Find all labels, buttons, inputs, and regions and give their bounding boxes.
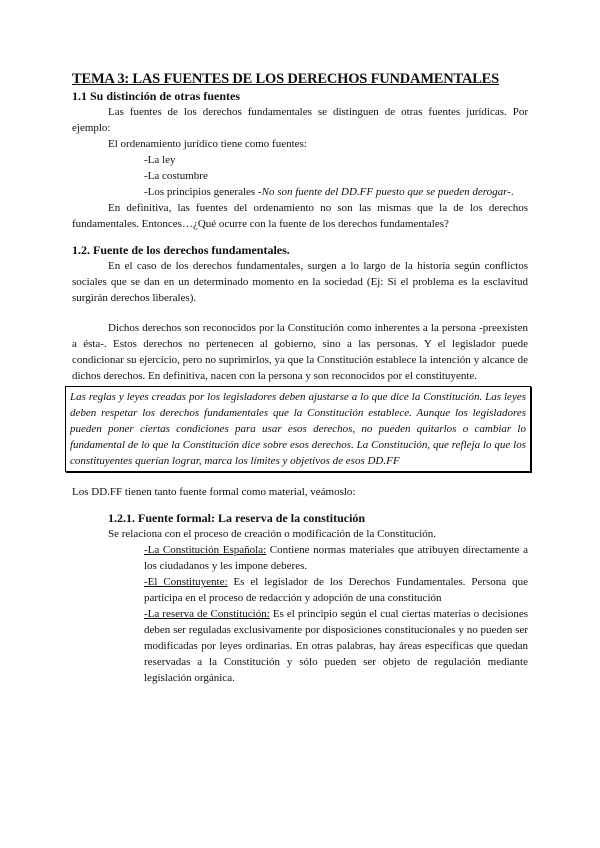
document-title: TEMA 3: LAS FUENTES DE LOS DERECHOS FUNDAMENTALES: [72, 71, 500, 87]
list-item-ley: -La ley: [144, 154, 176, 166]
section-heading-1-1: 1.1 Su distinción de otras fuentes: [72, 89, 241, 103]
list-item-principios-end: .: [510, 186, 514, 198]
paragraph-origen: En el caso de los derechos fundamentales, surgen a lo largo de la historia según conflictos sociales que se dan en un determinado momento en la sociedad (Ej: Si el problema es la esclavitud surgirán derechos liberales).: [72, 260, 528, 304]
list-item-principios-note: No son fuente del DD.FF puesto que se pueden derogar-: [261, 186, 511, 198]
paragraph-ordenamiento: El ordenamiento jurídico tiene como fuentes:: [108, 138, 307, 150]
definition-item: [144, 542, 528, 574]
document-content: [72, 70, 528, 686]
list-item-costumbre: -La costumbre: [144, 170, 208, 182]
definition-term: -La reserva de Constitución:: [144, 608, 270, 620]
definition-text: Es el principio según el cual ciertas materias o decisiones deben ser reguladas exclusivamente por disposiciones constitucionales y no pueden ser modificadas por leyes ordinarias. En otras palabras, hay áreas específicas que quedan reservadas a la Constitución y sólo pueden ser objeto de regulación mediante legislación orgánica.: [144, 608, 529, 684]
paragraph-reconocimiento: Dichos derechos son reconocidos por la Constitución como inherentes a la persona -preexisten a ésta-. Estos derechos no pertenecen al gobierno, sino a las personas. Y el legislador puede condicionar su ejercicio, pero no suprimirlos, ya que la Constitución establece la intención y alcance de dichos derechos. En definitiva, nacen con la persona y son reconocidos por el constituyente.: [72, 322, 528, 382]
list-item-principios: [72, 184, 528, 200]
definition-text: Contiene normas materiales que atribuyen directamente a los ciudadanos y les impone deberes.: [144, 544, 528, 572]
paragraph-conclusion: En definitiva, las fuentes del ordenamiento no son las mismas que la de los derechos fundamentales. Entonces…¿Qué ocurre con la fuente de los derechos fundamentales?: [72, 202, 528, 230]
definition-term: -La Constitución Española:: [144, 544, 267, 556]
summary-box: Las reglas y leyes creadas por los legisladores deben ajustarse a lo que dice la Constitución. Las leyes deben respetar los derechos fundamentales que la Constitución establece. Aunque los legisladores pueden poner ciertas condiciones para usar esos derechos, no pueden quitarlos o cambiar lo fundamental de lo que la Constitución dice sobre esos derechos. La Constitución, que refleja lo que los constituyentes querían lograr, marca los límites y objetivos de esos DD.FF: [65, 386, 531, 472]
section-heading-1-2-1: 1.2.1. Fuente formal: La reserva de la constitución: [108, 511, 366, 525]
paragraph-relacion: Se relaciona con el proceso de creación o modificación de la Constitución.: [108, 528, 437, 540]
definition-item: [144, 574, 528, 606]
section-heading-1-2: 1.2. Fuente de los derechos fundamentales.: [72, 243, 290, 257]
definition-list: [72, 542, 528, 686]
paragraph-intro: Las fuentes de los derechos fundamentales se distinguen de otras fuentes jurídicas. Por ejemplo:: [72, 106, 528, 134]
definition-text: Es el legislador de los Derechos Fundamentales. Persona que participa en el proceso de redacción y adopción de una constitución: [144, 576, 528, 604]
definition-term: -El Constituyente:: [144, 576, 228, 588]
definition-item: [144, 606, 528, 686]
list-item-principios-label: -Los principios generales -: [144, 186, 262, 198]
paragraph-fuentes: Los DD.FF tienen tanto fuente formal como material, veámoslo:: [72, 486, 356, 498]
